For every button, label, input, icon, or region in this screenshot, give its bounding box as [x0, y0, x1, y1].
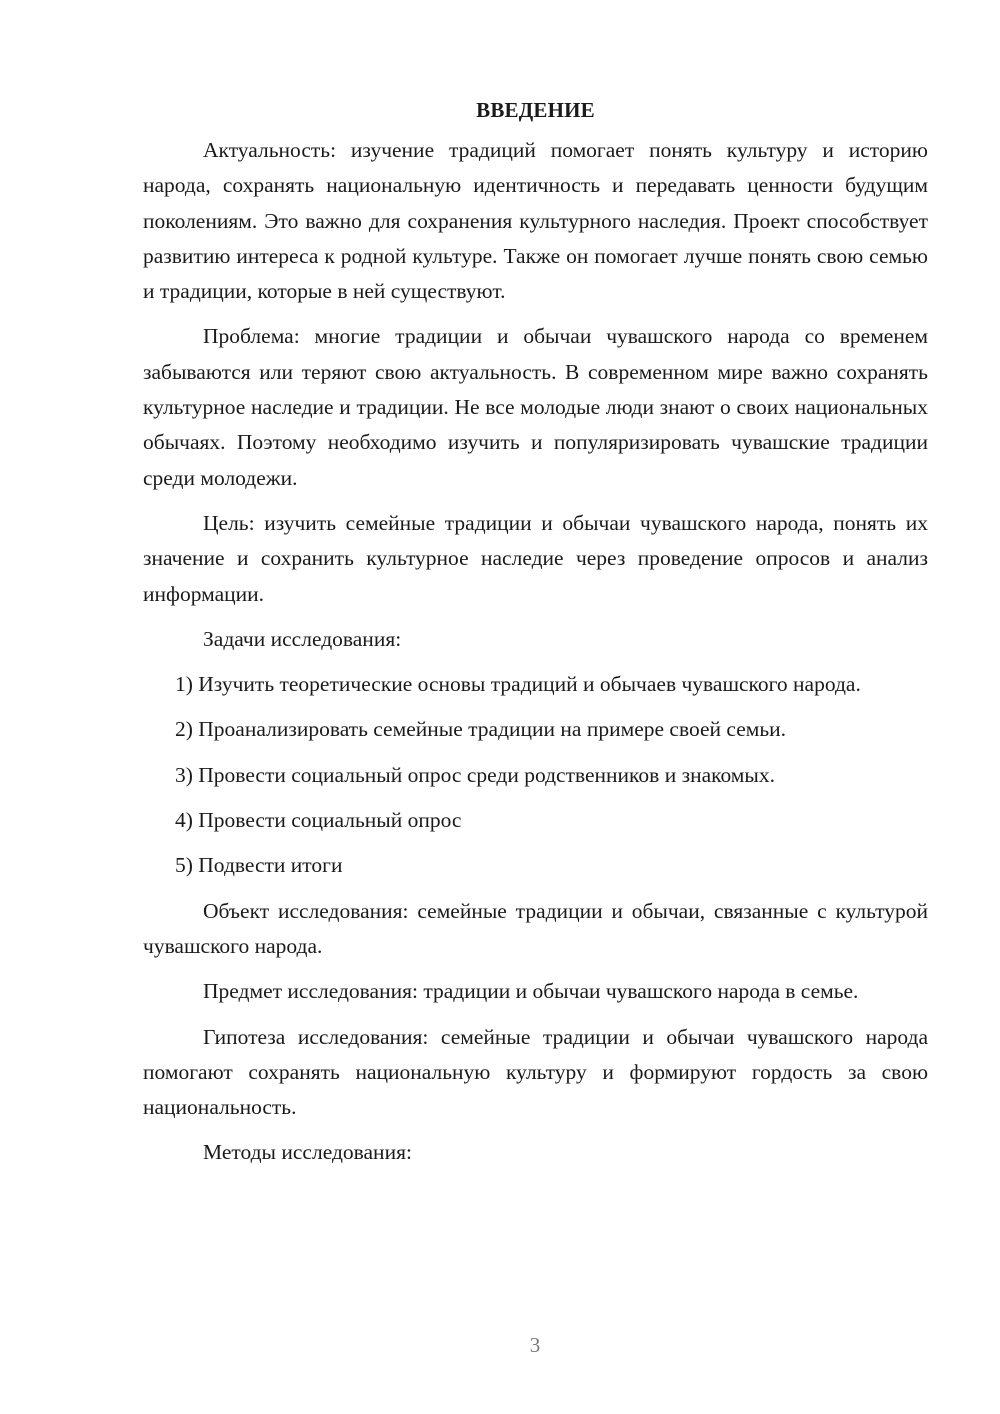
task-item-4: 4) Провести социальный опрос: [175, 808, 462, 833]
paragraph-problem: Проблема: многие традиции и обычаи чувашского народа со временем забываются или теряют свою актуальность. В современном мире важно сохранять культурное наследие и традиции. Не все молодые люди знают о своих национальных обычаях. Поэтому необходимо изучить и популяризировать чувашские традиции среди молодежи.: [143, 324, 928, 490]
task-item-1: 1) Изучить теоретические основы традиций и обычаев чувашского народа.: [175, 672, 861, 697]
paragraph-relevance: Актуальность: изучение традиций помогает понять культуру и историю народа, сохранять национальную идентичность и передавать ценности будущим поколениям. Это важно для сохранения культурного наследия. Проект способствует развитию интереса к родной культуре. Также он помогает лучше понять свою семью и традиции, которые в ней существуют.: [143, 138, 928, 304]
page-number: 3: [529, 1333, 541, 1357]
task-item-5: 5) Подвести итоги: [175, 853, 343, 878]
paragraph-methods: Методы исследования:: [203, 1140, 412, 1165]
paragraph-tasks-heading: Задачи исследования:: [203, 626, 402, 651]
document-page: [143, 92, 928, 1171]
paragraph-hypothesis: Гипотеза исследования: семейные традиции и обычаи чувашского народа помогают сохранять национальную культуру и формируют гордость за свою национальность.: [143, 1024, 928, 1120]
paragraph-goal: Цель: изучить семейные традиции и обычаи чувашского народа, понять их значение и сохранить культурное наследие через проведение опросов и анализ информации.: [143, 510, 928, 606]
paragraph-object: Объект исследования: семейные традиции и обычаи, связанные с культурой чувашского народа.: [143, 898, 928, 958]
page-title: ВВЕДЕНИЕ: [476, 98, 595, 122]
task-item-3: 3) Провести социальный опрос среди родственников и знакомых.: [175, 762, 775, 787]
paragraph-subject: Предмет исследования: традиции и обычаи чувашского народа в семье.: [203, 979, 859, 1004]
task-item-2: 2) Проанализировать семейные традиции на примере своей семьи.: [175, 717, 787, 742]
